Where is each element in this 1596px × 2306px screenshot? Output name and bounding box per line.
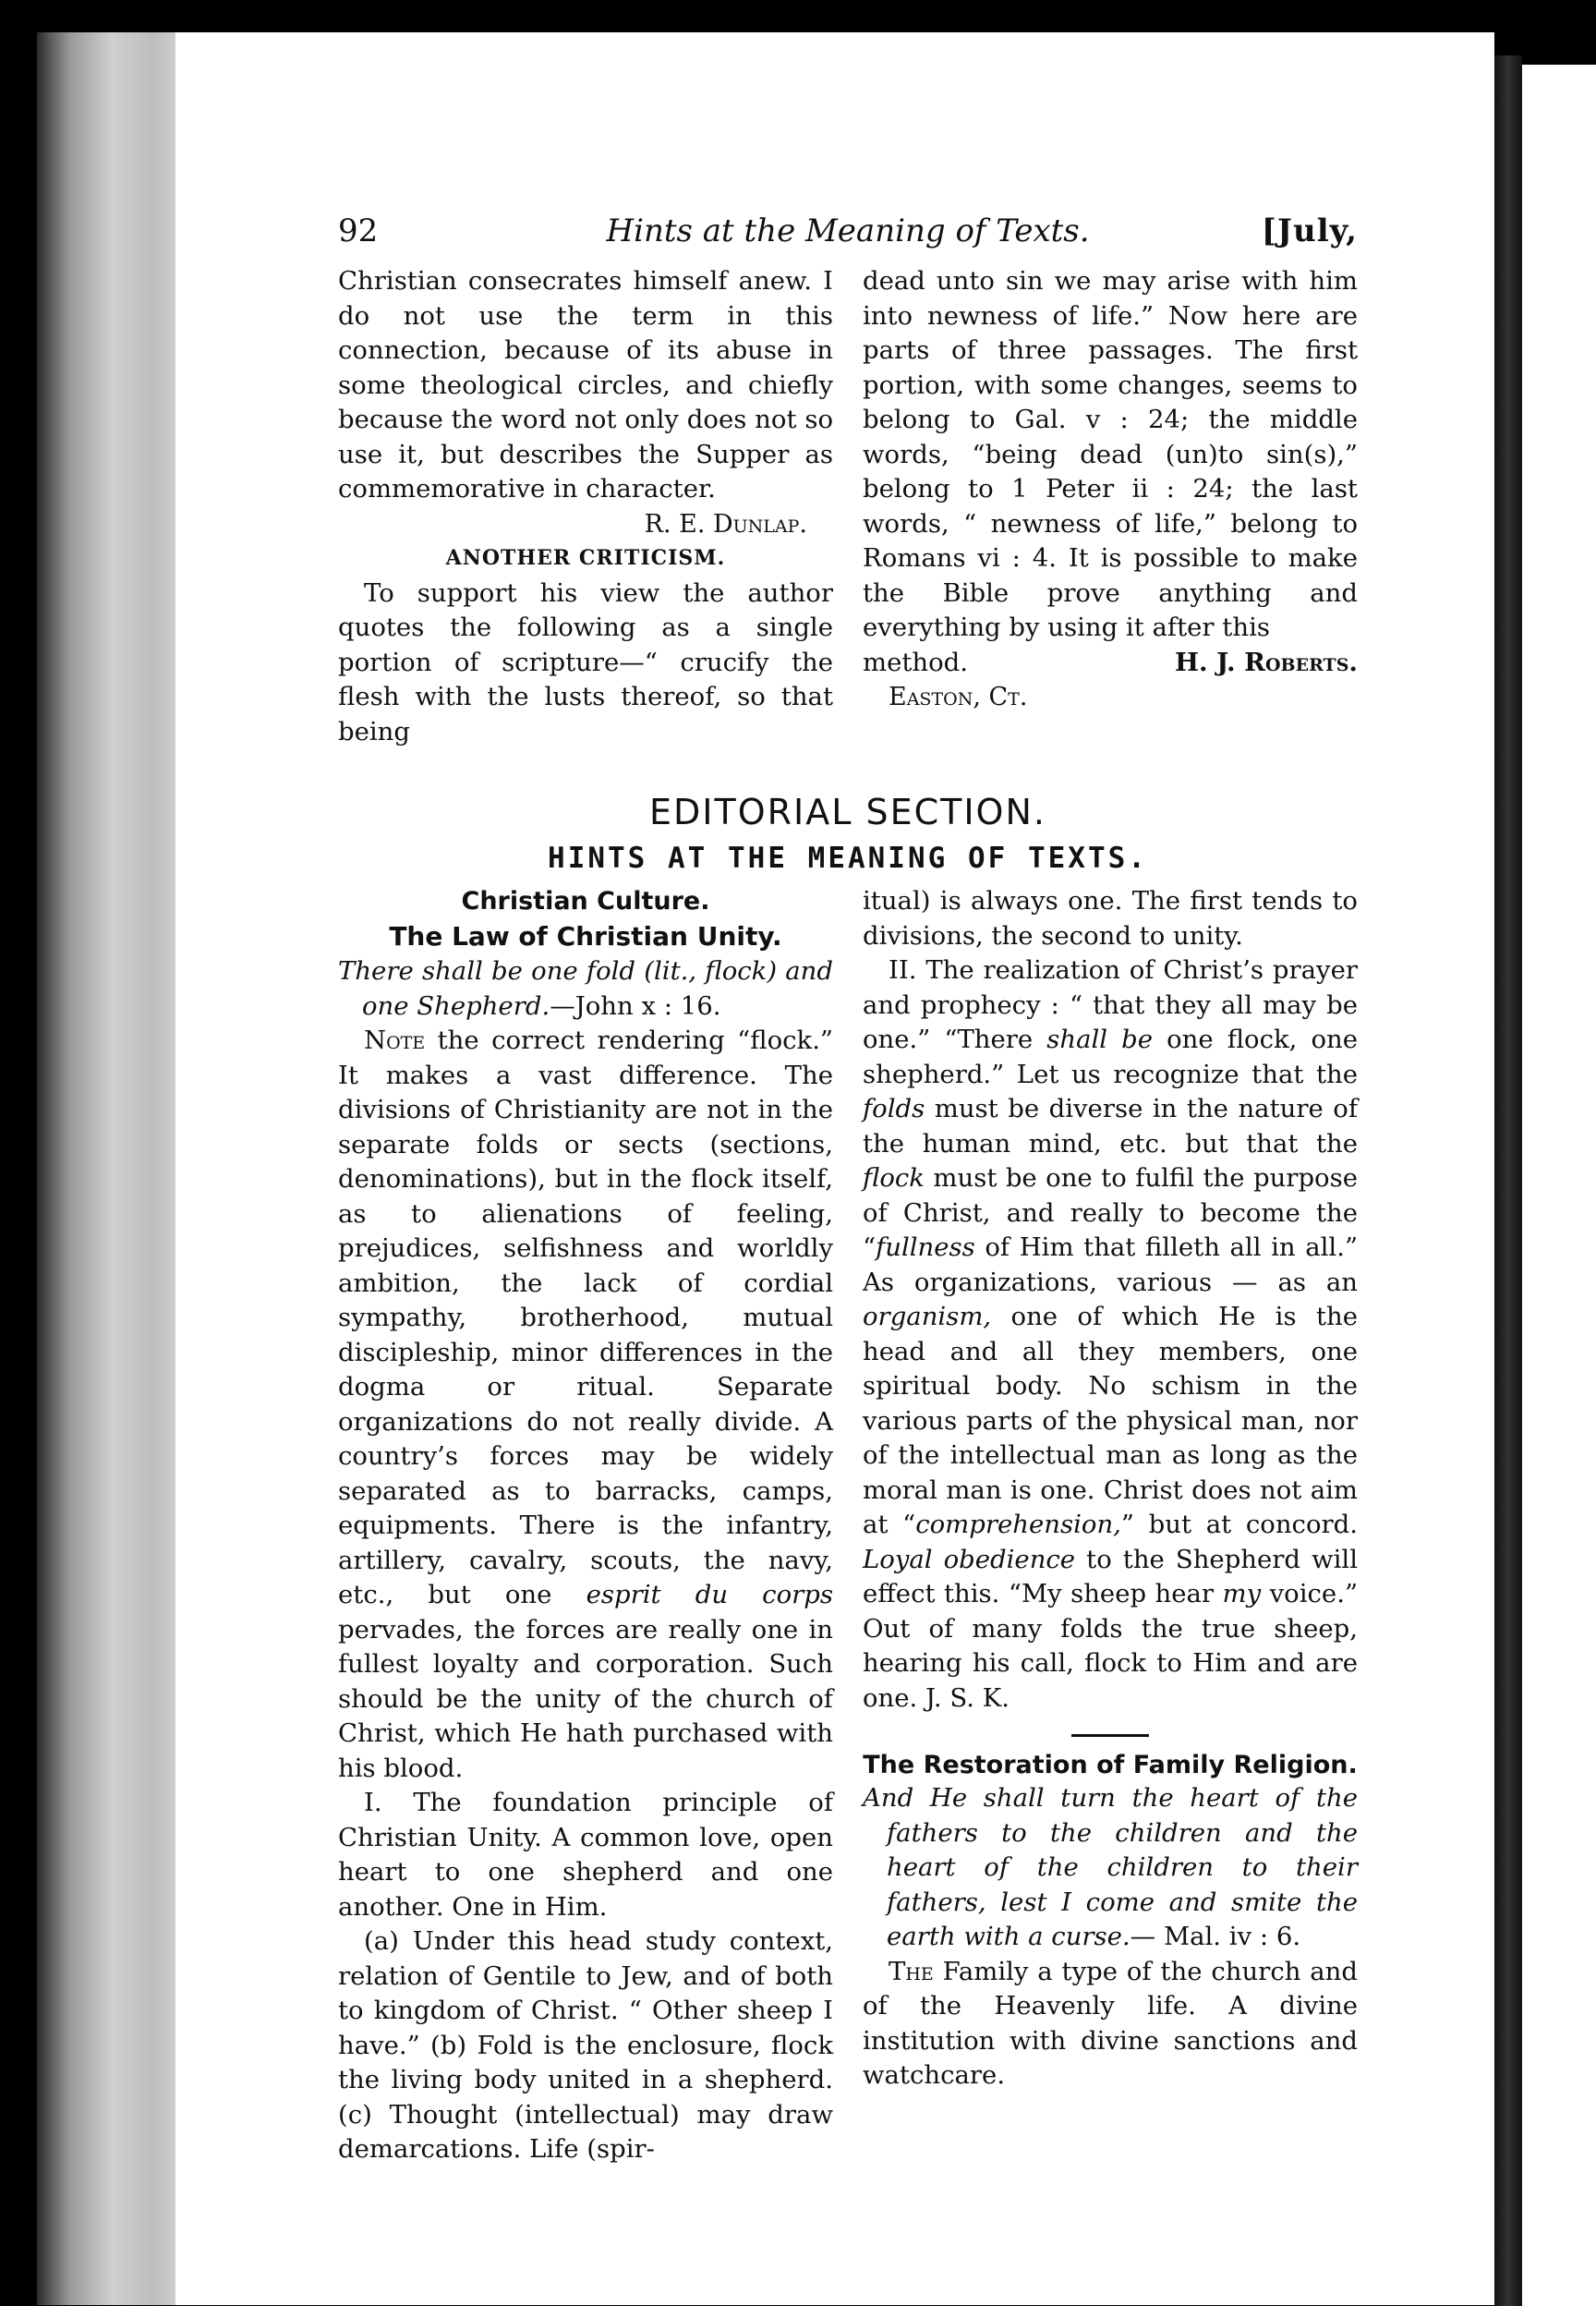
- page-content: [338, 212, 1358, 2167]
- paragraph: To support his view the author quotes the following as a single portion of scripture—“ crucify the flesh with the lusts thereof, so that being: [338, 577, 833, 746]
- text-run-italic: esprit du corps: [586, 1580, 833, 1609]
- scripture-quote: There shall be one fold (lit., flock) and one Shepherd.: [338, 956, 833, 1021]
- paragraph: itual) is always one. The first tends to divisions, the second to unity.: [863, 886, 1358, 951]
- top-right-column: [863, 264, 1358, 749]
- facing-page-edge: [1522, 65, 1596, 2306]
- section-title: EDITORIAL SECTION.: [649, 792, 1046, 832]
- text-run: the correct rendering “flock.” It makes a vast difference. The divisions of Christianity are not in the separate folds or sects (sections, denominations), but in the flock itself, as to alienations of feeling, prejudices, selfishness and worldly ambition, the lack of cordial sympathy, brotherhood, mutual discipleship, minor differences in the dogma or ritual. Separate organizations do not really divide. A country’s forces may be widely separated as to barracks, camps, equipments. There is the infantry, artillery, cavalry, scouts, the navy, etc., but one: [338, 1026, 833, 1609]
- text-run: one flock, one shepherd.” Let us recognize that the: [863, 1025, 1358, 1089]
- text-run: voice.” Out of many folds the true sheep, hearing his call, flock to Him and are one. J. S. K.: [863, 1579, 1359, 1713]
- text-run-italic: my: [1222, 1579, 1262, 1608]
- top-left-column: [338, 264, 833, 749]
- running-header: [338, 212, 1358, 264]
- bottom-right-column: [863, 884, 1358, 2167]
- scripture-reference: Mal. iv : 6.: [1163, 1922, 1301, 1951]
- scripture-text: [863, 1781, 1358, 1955]
- text-run: to the Shepherd will effect this. “My sheep hear: [863, 1544, 1359, 1608]
- text-run-italic: folds: [863, 1094, 925, 1123]
- paragraph: [863, 1955, 1358, 2094]
- paragraph: dead unto sin we may arise with him into newness of life.” Now here are parts of three passages. The first portion, with some changes, seems to belong to Gal. v : 24; the middle words, “being dead (un)to sin(s),” belong to 1 Peter ii : 24; the last words, “ newness of life,” belong to Romans vi : 4. It is possible to make the Bible prove anything and everything by using it after this: [863, 266, 1358, 642]
- divider: [1071, 1734, 1149, 1737]
- signature-line: [863, 646, 1358, 681]
- subheading: ANOTHER CRITICISM.: [445, 546, 726, 570]
- book-gutter-right: [1494, 55, 1522, 2306]
- paragraph: [863, 953, 1358, 1716]
- section-subtitle: HINTS AT THE MEANING OF TEXTS.: [548, 842, 1148, 875]
- issue-month: [July,: [1261, 212, 1358, 249]
- text-run: Family a type of the church and of the Heavenly life. A divine institution with divine sanctions and watchcare.: [863, 1956, 1358, 2090]
- text-run-italic: flock: [863, 1163, 925, 1193]
- scripture-quote: And He shall turn the heart of the fathers to the children and the heart of the children to their fathers, lest I come and smite the earth with a curse.—: [863, 1783, 1358, 1951]
- text-run: of Him that filleth all in all.” As organizations, various — as an: [863, 1232, 1358, 1297]
- place-name: Easton, Ct.: [889, 683, 1028, 711]
- bottom-left-column: [338, 884, 833, 2167]
- text-run-italic: organism,: [863, 1302, 992, 1331]
- text-run-italic: Loyal obedience: [863, 1544, 1076, 1574]
- article-title: The Restoration of Family Religion.: [863, 1751, 1358, 1779]
- paragraph: [338, 1024, 833, 1786]
- top-columns: [338, 264, 1358, 749]
- scripture-text: [338, 954, 833, 1024]
- bottom-columns: [338, 884, 1358, 2167]
- running-title: Hints at the Meaning of Texts.: [606, 212, 1090, 249]
- article-title: The Law of Christian Unity.: [389, 921, 782, 952]
- paragraph: I. The foundation principle of Christian Unity. A common love, open heart to one shepherd and one another. One in Him.: [338, 1788, 833, 1922]
- paragraph: Christian consecrates himself anew. I do not use the term in this connection, because of its abuse in some theological circles, and chiefly because the word not only does not so use it, but describes the Supper as commemorative in character.: [338, 266, 833, 504]
- text-run-italic: shall be: [1046, 1025, 1154, 1054]
- signature: R. E. Dunlap.: [644, 509, 807, 539]
- last-word: method.: [863, 647, 969, 677]
- scripture-reference: —John x : 16.: [550, 990, 721, 1021]
- text-run: pervades, the forces are really one in fullest loyalty and corporation. Such should be the unity of the church of Christ, which He hath purchased with his blood.: [338, 1614, 833, 1783]
- text-run: must be one to fulfil the purpose of Christ, and really to become the “: [863, 1163, 1358, 1262]
- page-number: 92: [338, 212, 379, 249]
- text-run-italic: comprehension,: [915, 1510, 1121, 1539]
- lead-word: Note: [364, 1026, 426, 1055]
- text-run: must be diverse in the nature of the human mind, etc. but that the: [863, 1094, 1358, 1159]
- text-run: II. The realization of Christ’s prayer and prophecy : “ that they all may be one.” “There: [863, 955, 1358, 1054]
- text-run: ” but at concord.: [1120, 1510, 1359, 1539]
- signature: H. J. Roberts.: [1175, 647, 1358, 677]
- paragraph: (a) Under this head study context, relation of Gentile to Jew, and of both to kingdom of Christ. “ Other sheep I have.” (b) Fold is the enclosure, flock the living body united in a shepherd. (c) Thought (intellectual) may draw demarcations. Life (spir-: [338, 1926, 833, 2164]
- section-label: Christian Culture.: [461, 887, 710, 916]
- lead-word: The: [889, 1956, 934, 1986]
- text-run: one of which He is the head and all they members, one spiritual body. No schism in the various parts of the physical man, nor of the intellectual man as long as the moral man is one. Christ does not aim at “: [863, 1302, 1358, 1539]
- text-run-italic: fullness: [876, 1232, 975, 1262]
